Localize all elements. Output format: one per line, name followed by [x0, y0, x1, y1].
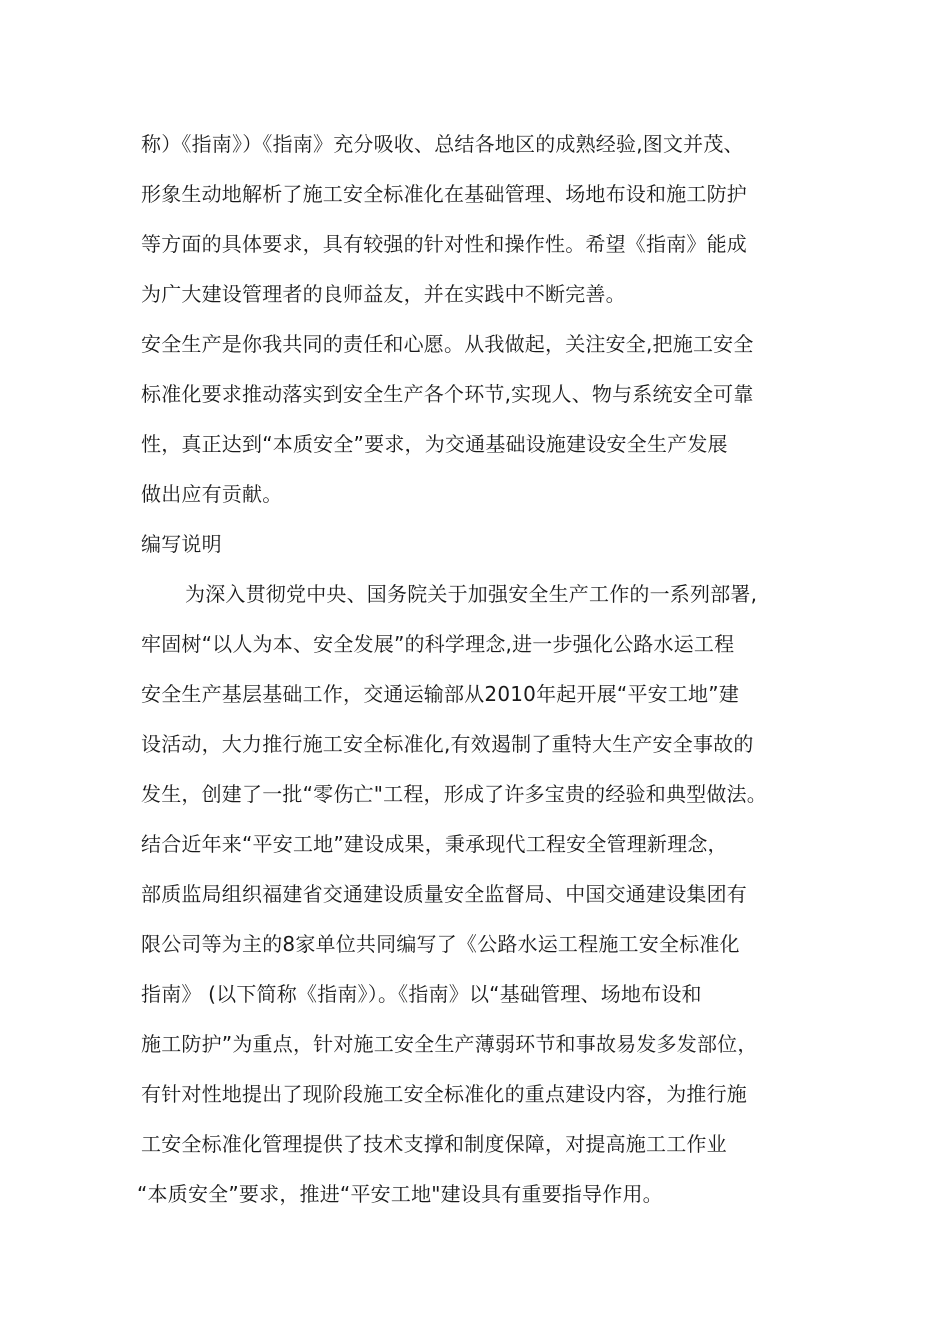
text-line: 安全生产是你我共同的责任和心愿。从我做起，关注安全,把施工安全: [141, 332, 754, 356]
text-line: 指南》 (以下简称《指南》）。《指南》以“基础管理、场地布设和: [141, 982, 702, 1006]
text-line: 称）《指南》）《指南》充分吸收、总结各地区的成熟经验,图文并茂、: [141, 132, 744, 156]
text-line: 形象生动地解析了施工安全标准化在基础管理、场地布设和施工防护: [141, 182, 747, 206]
text-line: 标准化要求推动落实到安全生产各个环节,实现人、物与系统安全可靠: [141, 382, 754, 406]
text-line: “本质安全”要求，推进“平安工地"建设具有重要指导作用。: [137, 1182, 663, 1206]
text-line: 为深入贯彻党中央、国务院关于加强安全生产工作的一系列部署,: [185, 582, 758, 606]
text-line: 工安全标准化管理提供了技术支撑和制度保障，对提高施工工作业: [141, 1132, 727, 1156]
text-line: 做出应有贡献。: [141, 482, 283, 506]
text-line: 限公司等为主的8家单位共同编写了《公路水运工程施工安全标准化: [141, 932, 740, 956]
text-line: 结合近年来“平安工地”建设成果，秉承现代工程安全管理新理念，: [141, 832, 728, 856]
text-line: 安全生产基层基础工作，交通运输部从2010年起开展“平安工地”建: [141, 682, 740, 706]
section-heading: 编写说明: [141, 532, 222, 556]
text-line: 部质监局组织福建省交通建设质量安全监督局、中国交通建设集团有: [141, 882, 747, 906]
text-line: 发生，创建了一批“零伤亡"工程，形成了许多宝贵的经验和典型做法。: [141, 782, 767, 806]
text-line: 有针对性地提出了现阶段施工安全标准化的重点建设内容，为推行施: [141, 1082, 747, 1106]
text-line: 设活动，大力推行施工安全标准化,有效遏制了重特大生产安全事故的: [141, 732, 754, 756]
text-line: 为广大建设管理者的良师益友，并在实践中不断完善。: [141, 282, 626, 306]
text-line: 施工防护”为重点，针对施工安全生产薄弱环节和事故易发多发部位，: [141, 1032, 758, 1056]
text-line: 牢固树“以人为本、安全发展”的科学理念,进一步强化公路水运工程: [141, 632, 735, 656]
text-line: 等方面的具体要求，具有较强的针对性和操作性。希望《指南》能成: [141, 232, 747, 256]
text-line: 性，真正达到“本质安全”要求，为交通基础设施建设安全生产发展: [141, 432, 728, 456]
